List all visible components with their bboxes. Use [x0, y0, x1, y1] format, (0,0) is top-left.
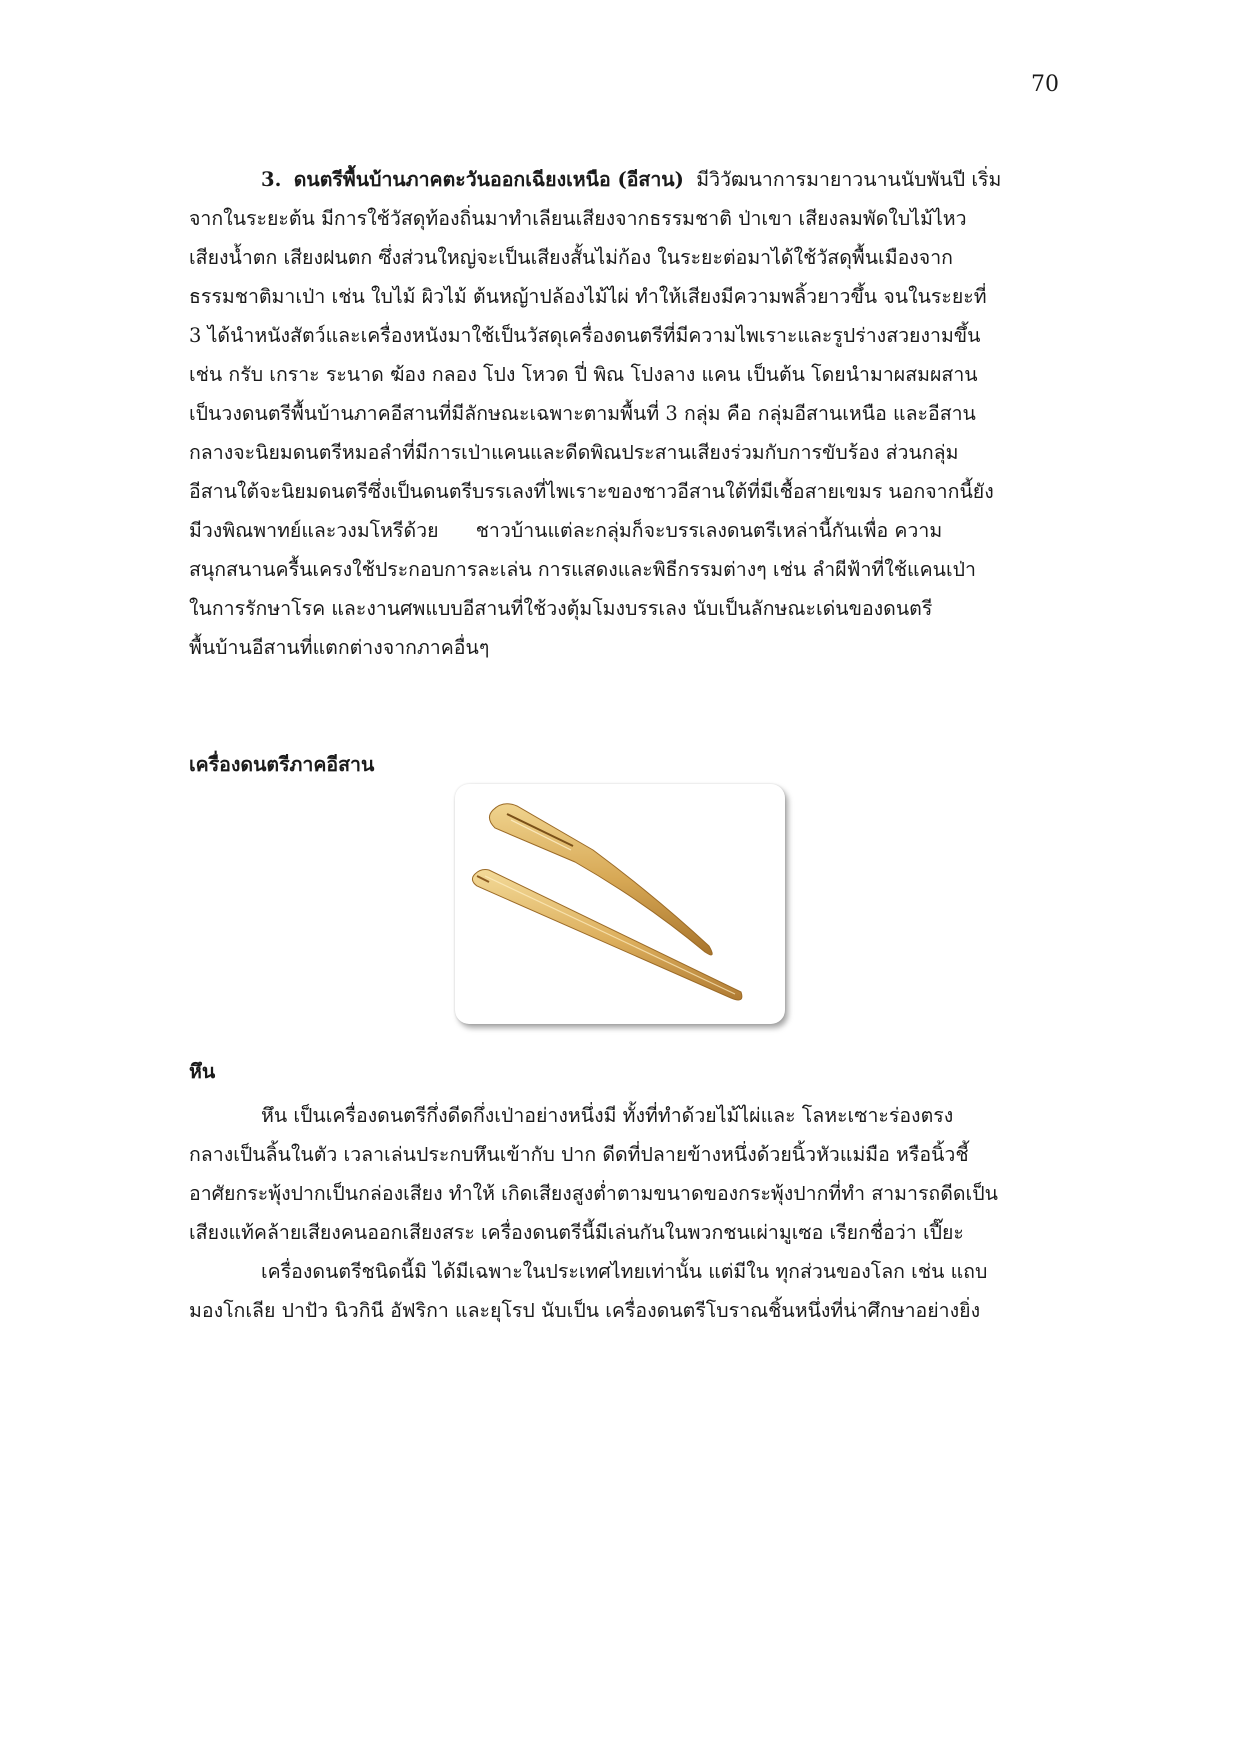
- paragraph-line: สนุกสนานครื้นเครงใช้ประกอบการละเล่น การแสดงและพิธีกรรมต่างๆ เช่น ลำผีฟ้าที่ใช้แคนเป่า: [189, 558, 976, 581]
- paragraph-line: กลางจะนิยมดนตรีหมอลำที่มีการเป่าแคนและดีดพิณประสานเสียงร่วมกับการขับร้อง ส่วนกลุ่ม: [189, 441, 959, 464]
- instruments-heading: เครื่องดนตรีภาคอีสาน: [189, 753, 375, 776]
- section-3-first-line: [189, 160, 1059, 199]
- paragraph-line: อาศัยกระพุ้งปากเป็นกล่องเสียง ทำให้ เกิดเสียงสูงต่ำตามขนาดของกระพุ้งปากที่ทำ สามารถดีดเป็น: [189, 1182, 998, 1205]
- section-title: ดนตรีพื้นบ้านภาคตะวันออกเฉียงเหนือ (อีสาน): [293, 168, 684, 191]
- instrument-name-heading: หึน: [189, 1060, 216, 1083]
- paragraph-line: มองโกเลีย ปาปัว นิวกินี อัฟริกา และยุโรป นับเป็น เครื่องดนตรีโบราณชิ้นหนึ่งที่น่าศึกษาอย่างยิ่ง: [189, 1299, 981, 1322]
- instrument-world-paragraph: [189, 1252, 1059, 1330]
- instrument-description-paragraph: [189, 1096, 1059, 1252]
- paragraph-line: หึน เป็นเครื่องดนตรีกึ่งดีดกึ่งเป่าอย่างหนึ่งมี ทั้งที่ทำด้วยไม้ไผ่และ โลหะเซาะร่องตรง: [261, 1104, 954, 1127]
- paragraph-line: เสียงแท้คล้ายเสียงคนออกเสียงสระ เครื่องดนตรีนี้มีเล่นกันในพวกชนเผ่ามูเซอ เรียกชื่อว่า เปี๊ยะ: [189, 1221, 964, 1244]
- instrument-photo: [455, 784, 785, 1024]
- paragraph-line: จากในระยะต้น มีการใช้วัสดุท้องถิ่นมาทำเลียนเสียงจากธรรมชาติ ป่าเขา เสียงลมพัดใบไม้ไหว: [189, 207, 967, 230]
- section-intro-text: มีวิวัฒนาการมายาวนานนับพันปี เริ่ม: [696, 168, 1002, 191]
- paragraph-line: มีวงพิณพาทย์และวงมโหรีด้วย ชาวบ้านแต่ละกลุ่มก็จะบรรเลงดนตรีเหล่านี้กันเพื่อ ความ: [189, 519, 943, 542]
- paragraph-line: เสียงน้ำตก เสียงฝนตก ซึ่งส่วนใหญ่จะเป็นเสียงสั้นไม่ก้อง ในระยะต่อมาได้ใช้วัสดุพื้นเมืองจาก: [189, 246, 953, 269]
- paragraph-line: 3 ได้นำหนังสัตว์และเครื่องหนังมาใช้เป็นวัสดุเครื่องดนตรีที่มีความไพเราะและรูปร่างสวยงามขึ้น: [189, 324, 981, 347]
- paragraph-line: ในการรักษาโรค และงานศพแบบอีสานที่ใช้วงตุ้มโมงบรรเลง นับเป็นลักษณะเด่นของดนตรี: [189, 597, 933, 620]
- paragraph-line: กลางเป็นลิ้นในตัว เวลาเล่นประกบหึนเข้ากับ ปาก ดีดที่ปลายข้างหนึ่งด้วยนิ้วหัวแม่มือ หรือนิ้วชี้: [189, 1143, 969, 1166]
- paragraph-line: เป็นวงดนตรีพื้นบ้านภาคอีสานที่มีลักษณะเฉพาะตามพื้นที่ 3 กลุ่ม คือ กลุ่มอีสานเหนือ และอีสาน: [189, 402, 976, 425]
- page-number: 70: [1031, 72, 1059, 97]
- section-number: 3.: [261, 168, 282, 191]
- paragraph-line: อีสานใต้จะนิยมดนตรีซึ่งเป็นดนตรีบรรเลงที่ไพเราะของชาวอีสานใต้ที่มีเชื้อสายเขมร นอกจากนี้ยัง: [189, 480, 994, 503]
- section-3-paragraph: [189, 160, 1059, 667]
- bamboo-jaw-harp-illustration: [455, 784, 785, 1024]
- paragraph-line: เช่น กรับ เกราะ ระนาด ฆ้อง กลอง โปง โหวด ปี่ พิณ โปงลาง แคน เป็นต้น โดยนำมาผสมผสาน: [189, 363, 978, 386]
- paragraph-line: เครื่องดนตรีชนิดนี้มิ ได้มีเฉพาะในประเทศไทยเท่านั้น แต่มีใน ทุกส่วนของโลก เช่น แถบ: [261, 1260, 988, 1283]
- paragraph-line: พื้นบ้านอีสานที่แตกต่างจากภาคอื่นๆ: [189, 636, 490, 659]
- paragraph-line: ธรรมชาติมาเป่า เช่น ใบไม้ ผิวไม้ ต้นหญ้าปล้องไม้ไผ่ ทำให้เสียงมีความพลิ้วยาวขึ้น จนในระยะที่: [189, 285, 987, 308]
